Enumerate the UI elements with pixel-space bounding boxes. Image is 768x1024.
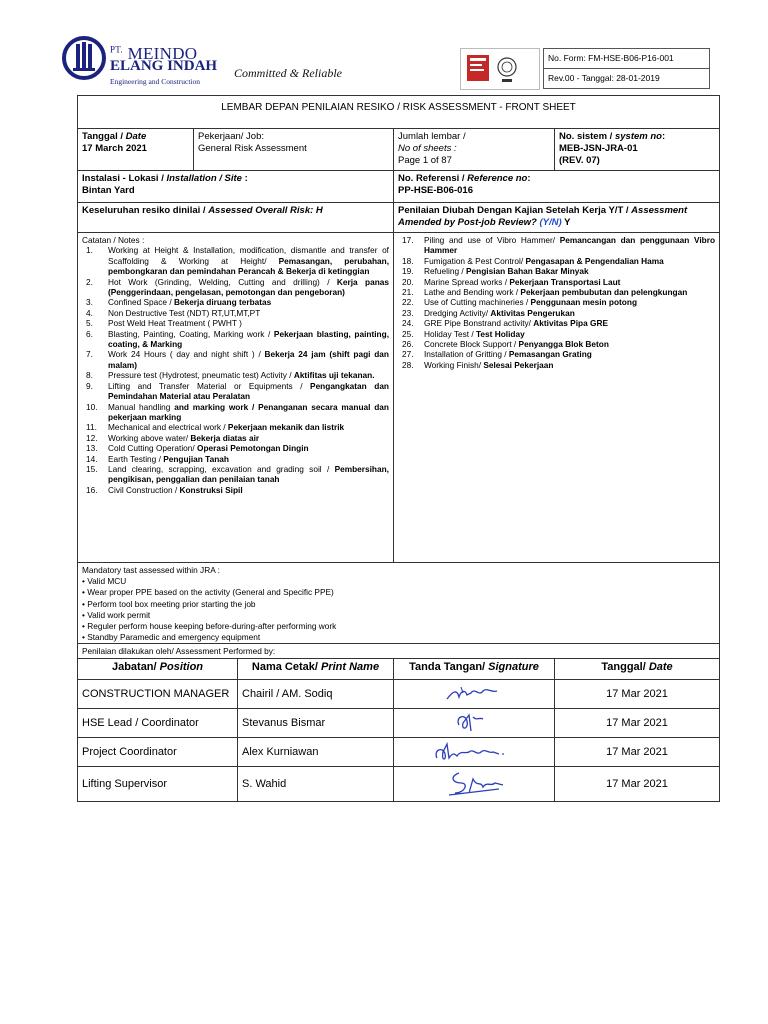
note-text: Working at Height & Installation, modification, dismantle and transfer of Scaffolding & Working at Height/ Pemasangan, perubahan, pembongkaran dan pemindahan Perancah & Bekerja di ketinggian [108,245,389,277]
note-item [82,454,389,464]
note-number: 24. [402,318,414,329]
note-item [82,422,389,432]
bullet-icon: • [82,632,88,643]
note-text: Hot Work (Grinding, Welding, Cutting and drilling) / Kerja panas (Penggerindaan, pengelasan, pemotongan dan pengeboran) [108,276,390,298]
position-cell: CONSTRUCTION MANAGER [78,680,238,709]
date-cell: 17 Mar 2021 [555,767,720,802]
form-number-box [543,48,710,89]
note-number: 9. [86,380,93,391]
note-item [82,297,389,307]
revision-date: Rev.00 - Tanggal: 28-01-2019 [548,73,660,83]
note-item [398,318,715,328]
note-text: Manual handling and marking work / Penanganan secara manual dan pekerjaan marking [108,401,389,422]
note-number: 23. [402,307,414,318]
note-text: Working Finish/ Selesai Pekerjaan [424,359,554,370]
signature-cell [394,709,555,738]
name-cell: Alex Kurniawan [238,738,394,767]
company-logo [62,34,106,82]
bullet-icon: • [82,576,88,587]
note-text: GRE Pipe Bonstrand activity/ Aktivitas Pipa GRE [424,318,608,329]
signature-image [429,740,519,764]
note-number: 2. [86,276,93,287]
note-number: 6. [86,328,93,339]
note-text: Concrete Block Support / Penyangga Blok Beton [424,339,609,350]
date-value: 17 March 2021 [82,143,147,154]
mandatory-tasks [78,563,720,644]
note-number: 1. [86,245,93,256]
bullet-icon: • [82,587,88,598]
note-text: Lathe and Bending work / Pekerjaan pembubutan dan pelengkungan [424,287,688,298]
date-cell: Tanggal / Date 17 March 2021 [78,129,194,171]
signature-cell [394,680,555,709]
note-item [398,339,715,349]
note-number: 18. [402,255,414,266]
name-cell: Stevanus Bismar [238,709,394,738]
note-number: 11. [86,422,97,433]
note-text: Land clearing, scrapping, excavation and grading soil / Pembersihan, pengikisan, penggalian dan penilaian tanah [108,463,389,485]
date-cell: 17 Mar 2021 [555,680,720,709]
note-text: Earth Testing / Pengujian Tanah [108,453,229,464]
note-number: 26. [402,339,414,350]
name-cell: S. Wahid [238,767,394,802]
note-item [398,277,715,287]
note-text: Non Destructive Test (NDT) RT,UT,MT,PT [108,307,261,318]
form-title: LEMBAR DEPAN PENILAIAN RESIKO / RISK ASSESSMENT - FRONT SHEET [78,96,720,129]
brand-name-line1: $^{PT.}$ MEINDO [110,44,198,63]
note-number: 28. [402,359,414,370]
note-number: 14. [86,453,98,464]
position-cell: HSE Lead / Coordinator [78,709,238,738]
bullet-icon: • [82,621,88,632]
note-text: Fumigation & Pest Control/ Pengasapan & Pengendalian Hama [424,255,664,266]
note-number: 8. [86,370,93,381]
yn-indicator: (Y/N) [539,217,562,228]
date-cell: 17 Mar 2021 [555,709,720,738]
note-number: 17. [402,235,414,245]
sheets-value: Page 1 of 87 [398,155,452,166]
note-text: Mechanical and electrical work / Pekerjaan mekanik dan listrik [108,422,345,433]
note-text: Work 24 Hours ( day and night shift ) / Bekerja 24 jam (shift pagi dan malam) [108,349,389,370]
site-value: Bintan Yard [82,185,135,196]
site-cell: Instalasi - Lokasi / Installation / Site : Bintan Yard [78,171,394,203]
note-item [82,485,389,495]
mandatory-item: • Reguler perform house keeping before-during-after performing work [82,621,337,632]
signature-cell [394,767,555,802]
note-text: Civil Construction / Konstruksi Sipil [108,484,243,495]
note-item [82,329,389,350]
note-number: 21. [402,287,414,298]
note-number: 16. [86,484,98,495]
job-cell: Pekerjaan/ Job: General Risk Assessment [194,129,394,171]
note-text: Refueling / Pengisian Bahan Bakar Minyak [424,266,589,277]
notes-heading: Catatan / Notes : [82,235,145,245]
bullet-icon: • [82,598,88,609]
reference-value: PP-HSE-B06-016 [398,185,473,196]
note-text: Blasting, Painting, Coating, Marking work / Pekerjaan blasting, painting, coating, & Marking [108,328,389,350]
mandatory-heading: Mandatory tast assessed within JRA : [82,565,220,575]
note-number: 4. [86,307,93,318]
note-item [82,349,389,370]
note-item [398,287,715,297]
mandatory-item: • Wear proper PPE based on the activity (General and Specific PPE) [82,587,334,598]
note-number: 10. [86,401,98,412]
mandatory-item: • Valid MCU [82,576,127,587]
note-text: Installation of Gritting / Pemasangan Grating [424,349,592,360]
mandatory-item: • Valid work permit [82,609,151,620]
note-item [82,381,389,402]
note-number: 19. [402,266,414,277]
note-item [82,318,389,328]
note-item [82,308,389,318]
note-text: Cold Cutting Operation/ Operasi Pemotongan Dingin [108,443,309,454]
note-item [82,443,389,453]
date-cell: 17 Mar 2021 [555,738,720,767]
job-value: General Risk Assessment [198,143,307,154]
note-number: 22. [402,297,414,308]
bullet-icon: • [82,609,88,620]
mandatory-item: • Perform tool box meeting prior starting the job [82,598,256,609]
tagline: Committed & Reliable [234,66,342,80]
position-cell: Lifting Supervisor [78,767,238,802]
note-text: Post Weld Heat Treatment ( PWHT ) [108,318,242,329]
notes-left [78,233,394,563]
reference-cell: No. Referensi / Reference no: PP-HSE-B06-016 [394,171,720,203]
col-position: Jabatan/ Position [78,659,238,680]
system-value: MEB-JSN-JRA-01 [559,143,638,154]
brand-name-line2: ELANG INDAH [110,58,218,74]
brand-subtitle: Engineering and Construction [110,77,200,86]
note-item [82,277,389,298]
note-text: Pressure test (Hydrotest, pneumatic test) Activity / Aktifitas uji tekanan. [108,370,375,381]
note-item [398,297,715,307]
col-signature: Tanda Tangan/ Signature [394,659,555,680]
risk-assessment-table [77,95,720,802]
note-number: 15. [86,463,98,474]
note-text: Holiday Test / Test Holiday [424,328,525,339]
note-item [398,308,715,318]
signature-image [439,711,509,735]
note-text: Piling and use of Vibro Hammer/ Pemancangan dan penggunaan Vibro Hammer [424,235,716,256]
col-date: Tanggal/ Date [555,659,720,680]
note-text: Use of Cutting machineries / Penggunaan mesin potong [424,297,638,308]
note-item [398,235,715,256]
note-text: Lifting and Transfer Material or Equipments / Pengangkatan dan Pemindahan Material atau Peralatan [108,380,390,402]
sheets-cell: Jumlah lembar / No of sheets : Page 1 of 87 [394,129,555,171]
position-cell: Project Coordinator [78,738,238,767]
notes-right [394,233,720,563]
note-item [398,266,715,276]
assessment-heading: Penilaian dilakukan oleh/ Assessment Performed by: [78,644,720,659]
note-text: Working above water/ Bekerja diatas air [108,432,260,443]
name-cell: Chairil / AM. Sodiq [238,680,394,709]
signature-image [429,769,519,799]
note-number: 25. [402,328,414,339]
signature-image [439,683,509,705]
col-print-name: Nama Cetak/ Print Name [238,659,394,680]
mandatory-item: • Standby Paramedic and emergency equipment [82,632,261,643]
note-text: Marine Spread works / Pekerjaan Transportasi Laut [424,276,621,287]
note-number: 12. [86,432,98,443]
note-item [82,245,389,276]
note-number: 7. [86,349,93,360]
note-item [398,349,715,359]
note-text: Confined Space / Bekerja diruang terbatas [108,297,272,308]
certification-badge-icon [460,48,540,90]
note-number: 13. [86,443,98,454]
system-cell: No. sistem / system no: MEB-JSN-JRA-01 (REV. 07) [555,129,720,171]
note-item [82,433,389,443]
overall-risk-cell: Keseluruhan resiko dinilai / Assessed Overall Risk: H [78,203,394,233]
note-item [398,256,715,266]
signature-cell [394,738,555,767]
note-item [398,360,715,370]
note-item [398,329,715,339]
note-item [82,402,389,423]
note-item [82,464,389,485]
note-number: 27. [402,349,414,360]
form-number: No. Form: FM-HSE-B06-P16-001 [544,49,709,69]
note-item [82,370,389,380]
note-number: 3. [86,297,93,308]
post-job-review-cell: Penilaian Diubah Dengan Kajian Setelah Kerja Y/T / Assessment Amended by Post-job Review? (Y/N) Y [394,203,720,233]
note-number: 20. [402,276,414,287]
note-text: Dredging Activity/ Aktivitas Pengerukan [424,307,575,318]
note-number: 5. [86,318,93,329]
